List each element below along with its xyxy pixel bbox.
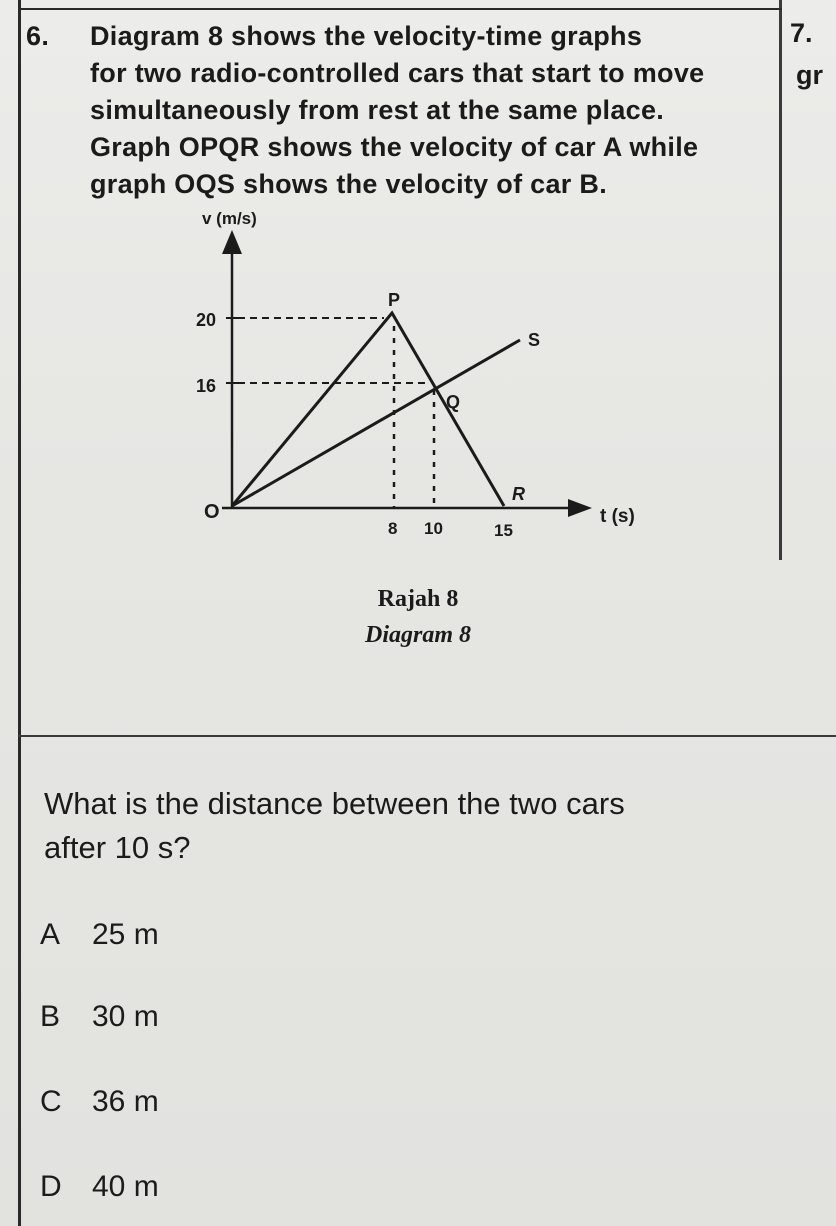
option-c-text: 36 m <box>92 1085 159 1118</box>
option-b-letter: B <box>40 1000 61 1033</box>
question-number: 6. <box>26 21 50 51</box>
velocity-time-graph <box>0 0 836 600</box>
point-s-label: S <box>528 330 541 350</box>
option-d[interactable] <box>40 1170 159 1204</box>
option-c[interactable] <box>40 1085 159 1119</box>
x-tick-8-label: 8 <box>388 519 398 538</box>
graph-oqs-car-b <box>232 340 520 506</box>
option-b-text: 30 m <box>92 1000 159 1033</box>
caption-malay: Rajah 8 <box>377 586 459 612</box>
y-tick-16-label: 16 <box>196 376 217 396</box>
graph-opqr-car-a <box>232 313 504 506</box>
origin-label: O <box>204 501 220 523</box>
stem-line-2: for two radio-controlled cars that start to move <box>90 58 705 88</box>
option-b[interactable] <box>40 1000 159 1034</box>
option-d-letter: D <box>40 1170 62 1203</box>
option-d-text: 40 m <box>92 1170 159 1203</box>
stem-line-1: Diagram 8 shows the velocity-time graphs <box>90 21 643 51</box>
point-p-label: P <box>388 290 401 310</box>
caption-english: Diagram 8 <box>364 622 471 648</box>
y-axis-label: v (m/s) <box>202 209 257 228</box>
point-r-label: R <box>512 484 525 504</box>
y-axis-arrow <box>222 230 242 254</box>
option-a-letter: A <box>40 918 61 951</box>
option-c-letter: C <box>40 1085 62 1118</box>
section-divider-line <box>18 735 836 737</box>
x-axis-label: t (s) <box>600 506 635 527</box>
stem-line-5: graph OQS shows the velocity of car B. <box>90 169 608 199</box>
x-tick-15-label: 15 <box>494 521 513 540</box>
x-axis-arrow <box>568 499 592 517</box>
prompt-line-1: What is the distance between the two cars <box>44 786 625 821</box>
stem-line-3: simultaneously from rest at the same place. <box>90 95 665 125</box>
option-a[interactable] <box>40 918 159 952</box>
option-a-text: 25 m <box>92 918 159 951</box>
prompt-line-2: after 10 s? <box>44 830 191 865</box>
x-tick-10-label: 10 <box>424 519 443 538</box>
point-q-label: Q <box>446 392 461 412</box>
next-question-fragment: gr <box>796 60 823 90</box>
question-prompt <box>44 782 804 870</box>
next-question-number: 7. <box>790 18 813 48</box>
stem-line-4: Graph OPQR shows the velocity of car A while <box>90 132 699 162</box>
y-tick-20-label: 20 <box>196 310 217 330</box>
